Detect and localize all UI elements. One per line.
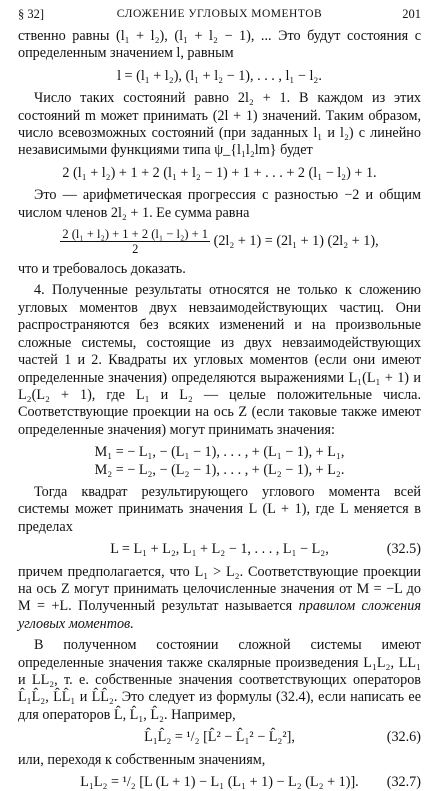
paragraph-7-term: правилом сложения угловых моментов. [18,598,421,632]
paragraph-5: 4. Полученные результаты относятся не только к сложению угловых моментов двух невзаимодействующих частиц. Они распространяются без всяких изменений и на произвольные сложные системы, состоящие из двух невзаимодействующих частей 1 и 2. Квадраты их угловых моментов (если они имеют определенные значения) определяются выражениями L₁(L₁ + 1) и L₂(L₂ + 1), где L₁ и L₂ — целые положительные числа. Соответствующие проекции на ось Z (если таковые также имеют определенные значения) могут принимать значения: [18,282,421,438]
equation-32-7-body: L₁L₂ = ¹/₂ [L (L + 1) − L₁ (L₁ + 1) − L₂ (L₂ + 1)]. [80,774,359,791]
section-mark: § 32] [18,7,45,21]
paragraph-7 [18,564,421,634]
paragraph-2: Число таких состояний равно 2l₂ + 1. В каждом из этих состояний m может принимать (2l + 1) значений. Таким образом, число всевозможных состояний (при заданных l₁ и l₂) с линейно независимыми функциями типа ψ_{l₁l₂lm} будет [18,90,421,159]
paragraph-9: или, переходя к собственным значениям, [18,751,266,768]
equation-l-values: l = (l₁ + l₂), (l₁ + l₂ − 1), . . . , l₁ − l₂. [117,67,322,84]
equation-sum: 2 (l₁ + l₂) + 1 + 2 (l₁ + l₂ − 1) + 1 + . . . + 2 (l₁ − l₂) + 1. [62,164,377,181]
equation-32-6 [18,729,421,746]
fraction [60,227,210,256]
fraction-denominator: 2 [132,242,139,257]
paragraph-3: Это — арифметическая прогрессия с разностью −2 и общим числом членов 2l₂ + 1. Ее сумма равна [18,187,421,221]
running-title: СЛОЖЕНИЕ УГЛОВЫХ МОМЕНТОВ [116,8,323,20]
paragraph-1: ственно равны (l₁ + l₂), (l₁ + l₂ − 1), ... Это будут состояния с определенным значением l, равным [18,28,421,62]
equation-product [18,227,421,256]
paragraph-6: Тогда квадрат результирующего углового момента всей системы может принимать значения L (L + 1), где L меняется в пределах [18,483,421,535]
page-number: 201 [402,7,421,21]
equation-32-5 [18,541,421,558]
fraction-numerator: 2 (l₁ + l₂) + 1 + 2 (l₁ − l₂) + 1 [62,227,209,242]
equation-32-7 [18,774,421,791]
equation-32-6-body: L̂₁L̂₂ = ¹/₂ [L̂² − L̂₁² − L̂₂²], [144,729,295,746]
equation-product-rest: (2l₂ + 1) = (2l₁ + 1) (2l₂ + 1), [213,232,379,249]
paragraph-7-text: причем предполагается, что L₁ > L₂. Соответствующие проекции на ось Z могут принимать целочисленные значения от M = −L до M = +L. Полученный результат называется [18,563,421,615]
equation-32-5-body: L = L₁ + L₂, L₁ + L₂ − 1, . . . , L₁ − L₂, [110,541,329,558]
paragraph-4: что и требовалось доказать. [18,261,186,278]
running-header [18,6,421,28]
equation-32-5-tag: (32.5) [386,541,421,558]
equation-m2: M₂ = − L₂, − (L₂ − 1), . . . , + (L₂ − 1), + L₂. [94,461,345,478]
equation-m1: M₁ = − L₁, − (L₁ − 1), . . . , + (L₁ − 1), + L₁, [94,444,345,461]
equation-32-6-tag: (32.6) [386,729,421,746]
paragraph-8: В полученном состоянии сложной системы имеют определенные значения также скалярные произведения L₁L₂, LL₁ и LL₂, т. е. собственные значения соответствующих операторов L̂₁L̂₂, L̂L̂₁ и L̂L̂₂. Это следует из формулы (32.4), если написать ее для операторов L̂, L̂₁, L̂₂. Например, [18,637,421,723]
equation-32-7-tag: (32.7) [386,774,421,791]
